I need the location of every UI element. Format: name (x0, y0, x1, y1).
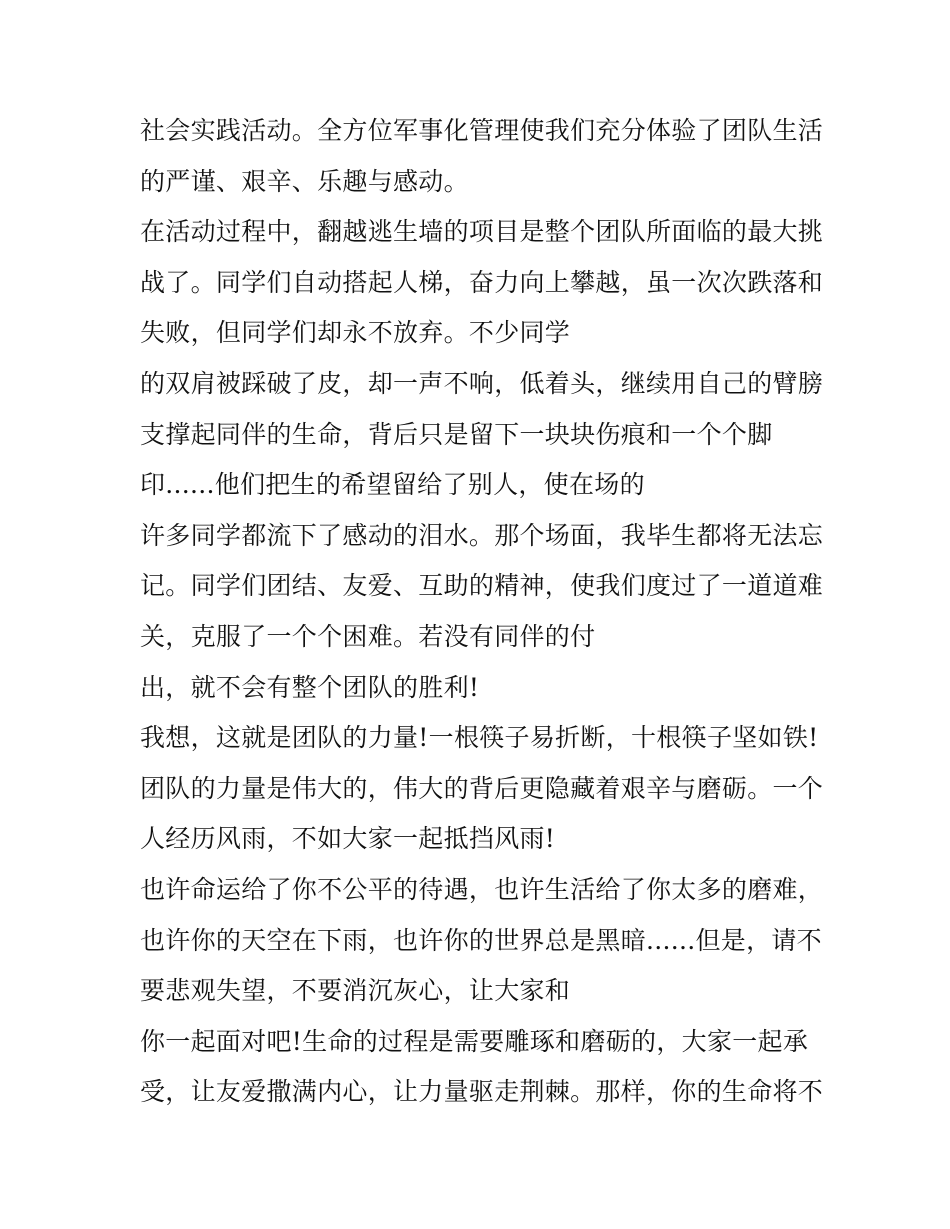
text-line: 也许你的天空在下雨，也许你的世界总是黑暗......但是，请不 (140, 925, 822, 955)
body-text (140, 106, 830, 1118)
text-line: 印......他们把生的希望留给了别人，使在场的 (140, 470, 645, 500)
text-line: 我想，这就是团队的力量!一根筷子易折断，十根筷子坚如铁! (140, 723, 819, 753)
text-line: 要悲观失望，不要消沉灰心，让大家和 (140, 976, 571, 1006)
text-line: 团队的力量是伟大的，伟大的背后更隐藏着艰辛与磨砺。一个 (140, 773, 824, 803)
text-line: 受，让友爱撒满内心，让力量驱走荆棘。那样，你的生命将不 (140, 1077, 824, 1107)
text-line: 人经历风雨，不如大家一起抵挡风雨! (140, 824, 556, 854)
text-line: 在活动过程中，翻越逃生墙的项目是整个团队所面临的最大挑 (140, 217, 824, 247)
text-line: 社会实践活动。全方位军事化管理使我们充分体验了团队生活 (140, 116, 824, 145)
text-line: 的双肩被踩破了皮，却一声不响，低着头，继续用自己的臂膀 (140, 368, 824, 398)
text-line: 关，克服了一个个困难。若没有同伴的付 (140, 621, 596, 651)
text-line: 也许命运给了你不公平的待遇，也许生活给了你太多的磨难， (140, 874, 824, 904)
text-line: 记。同学们团结、友爱、互助的精神，使我们度过了一道道难 (140, 571, 824, 601)
text-line: 许多同学都流下了感动的泪水。那个场面，我毕生都将无法忘 (140, 520, 824, 550)
text-line: 战了。同学们自动搭起人梯，奋力向上攀越，虽一次次跌落和 (140, 267, 824, 297)
text-line: 出，就不会有整个团队的胜利! (140, 672, 480, 702)
text-line: 的严谨、艰辛、乐趣与感动。 (140, 166, 469, 196)
text-line: 你一起面对吧!生命的过程是需要雕琢和磨砺的，大家一起承 (140, 1026, 809, 1056)
text-line: 失败，但同学们却永不放弃。不少同学 (140, 318, 571, 348)
text-line: 支撑起同伴的生命，背后只是留下一块块伤痕和一个个脚 (140, 419, 773, 449)
